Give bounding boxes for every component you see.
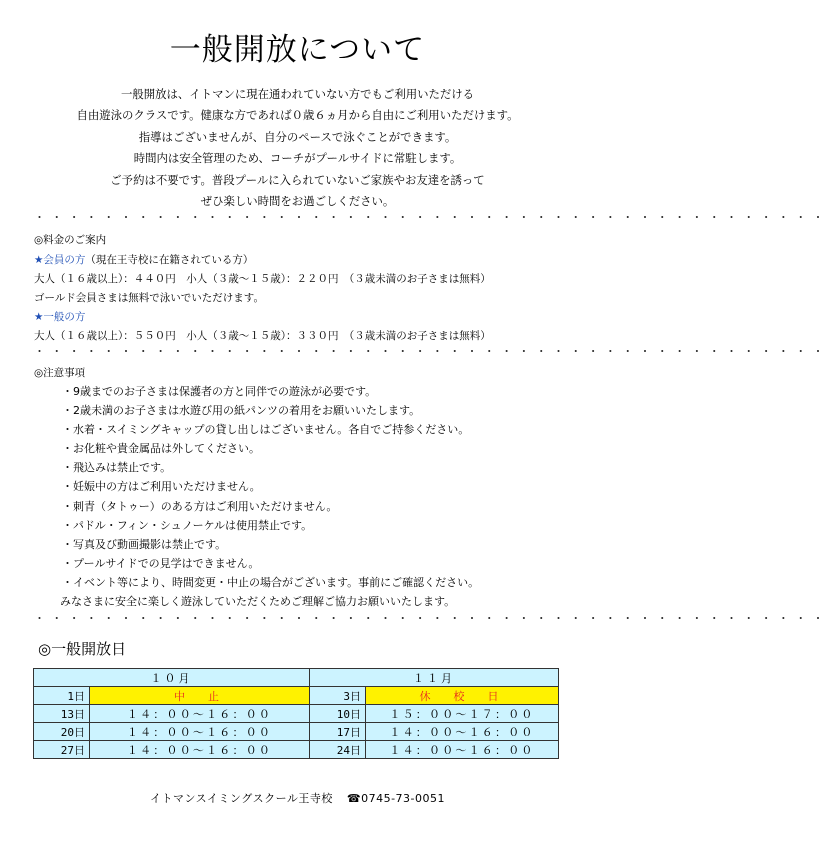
schedule-time: １４：００～１６：００: [90, 723, 310, 741]
schedule-table: [33, 668, 559, 759]
schedule-day: 17日: [310, 723, 366, 741]
schedule-day: 10日: [310, 705, 366, 723]
note-item: ・2歳未満のお子さまは水遊び用の紙パンツの着用をお願いいたします。: [62, 404, 421, 418]
fees-heading: ◎料金のご案内: [34, 234, 107, 246]
intro-text: [20, 84, 575, 212]
note-item: ・9歳までのお子さまは保護者の方と同伴での遊泳が必要です。: [62, 385, 377, 398]
schedule-day: 3日: [310, 687, 366, 705]
phone-icon: ☎: [346, 792, 362, 805]
schedule-row: [34, 723, 559, 741]
note-item: ・水着・スイミングキャップの貸し出しはございません。各自でご持参ください。: [62, 423, 470, 437]
schedule-day: 20日: [34, 723, 90, 741]
schedule-time: １４：００～１６：００: [90, 705, 310, 723]
note-item: ・飛込みは禁止です。: [62, 461, 172, 475]
schedule-day: 24日: [310, 741, 366, 759]
closing-note: みなさまに安全に楽しく遊泳していただくためご理解ご協力お願いいたします。: [60, 595, 456, 608]
schedule-day: 27日: [34, 741, 90, 759]
schedule-time: １４：００～１６：００: [90, 741, 310, 759]
schedule-row: [34, 741, 559, 759]
intro-line: 一般開放は、イトマンに現在通われていない方でもご利用いただける: [120, 87, 475, 101]
month-header: １０月: [34, 669, 310, 687]
note-item: ・写真及び動画撮影は禁止です。: [62, 537, 227, 551]
schedule-school-closed: 休 校 日: [366, 687, 559, 705]
school-name: イトマンスイミングスクール王寺校: [149, 792, 333, 805]
intro-line: 自由遊泳のクラスです。健康な方であれば０歳６ヵ月から自由にご利用いただけます。: [76, 108, 519, 123]
footer-contact: [0, 790, 595, 806]
intro-line: ぜひ楽しい時間をお過ごしください。: [200, 194, 395, 209]
schedule-cancelled: 中 止: [90, 687, 310, 705]
dotted-divider: ・・・・・・・・・・・・・・・・・・・・・・・・・・・・・・・・・・・・・・・・・・・・・・: [34, 612, 830, 625]
note-item: ・イベント等により、時間変更・中止の場合がございます。事前にご確認ください。: [62, 575, 480, 589]
schedule-time: １４：００～１６：００: [366, 723, 559, 741]
dotted-divider: ・・・・・・・・・・・・・・・・・・・・・・・・・・・・・・・・・・・・・・・・・・・・・・: [34, 345, 830, 358]
intro-line: 時間内は安全管理のため、コーチがプールサイドに常駐します。: [133, 151, 462, 166]
page-title: 一般開放について: [169, 32, 426, 68]
schedule-month-row: [34, 669, 559, 687]
month-header: １１月: [310, 669, 559, 687]
note-item: ・妊娠中の方はご利用いただけません。: [62, 480, 261, 494]
general-label: ★一般の方: [34, 311, 86, 323]
note-item: ・お化粧や貴金属品は外してください。: [62, 442, 260, 456]
dotted-divider: ・・・・・・・・・・・・・・・・・・・・・・・・・・・・・・・・・・・・・・・・・・・・・・: [34, 211, 830, 224]
note-item: ・パドル・フィン・シュノーケルは使用禁止です。: [62, 518, 313, 532]
schedule-row: [34, 705, 559, 723]
notes-list: [62, 382, 479, 592]
schedule-time: １４：００～１６：００: [366, 741, 559, 759]
member-label: ★会員の方: [34, 254, 86, 266]
phone-number: 0745-73-0051: [361, 792, 446, 805]
notes-heading: ◎注意事項: [34, 367, 86, 379]
schedule-row: [34, 687, 559, 705]
schedule-day: 1日: [34, 687, 90, 705]
intro-line: ご予約は不要です。普段プールに入られていないご家族やお友達を誘って: [110, 172, 485, 187]
note-item: ・プールサイドでの見学はできません。: [62, 556, 260, 570]
fees-section: [34, 251, 554, 346]
member-note: （現在王寺校に在籍されている方）: [85, 254, 254, 266]
member-prices: 大人（１６歳以上）：４４０円 小人（３歳～１５歳）：２２０円 （３歳未満のお子さまは無料）: [34, 273, 491, 285]
schedule-heading: ◎一般開放日: [38, 640, 127, 658]
note-item: ・刺青（タトゥー）のある方はご利用いただけません。: [62, 499, 338, 513]
member-heading: [34, 251, 554, 270]
gold-member-note: ゴールド会員さまは無料で泳いでいただけます。: [34, 292, 264, 304]
general-prices: 大人（１６歳以上）：５５０円 小人（３歳～１５歳）：３３０円 （３歳未満のお子さまは無料）: [34, 330, 491, 342]
intro-line: 指導はございませんが、自分のペースで泳ぐことができます。: [138, 129, 457, 144]
schedule-time: １５：００～１７：００: [366, 705, 559, 723]
schedule-day: 13日: [34, 705, 90, 723]
